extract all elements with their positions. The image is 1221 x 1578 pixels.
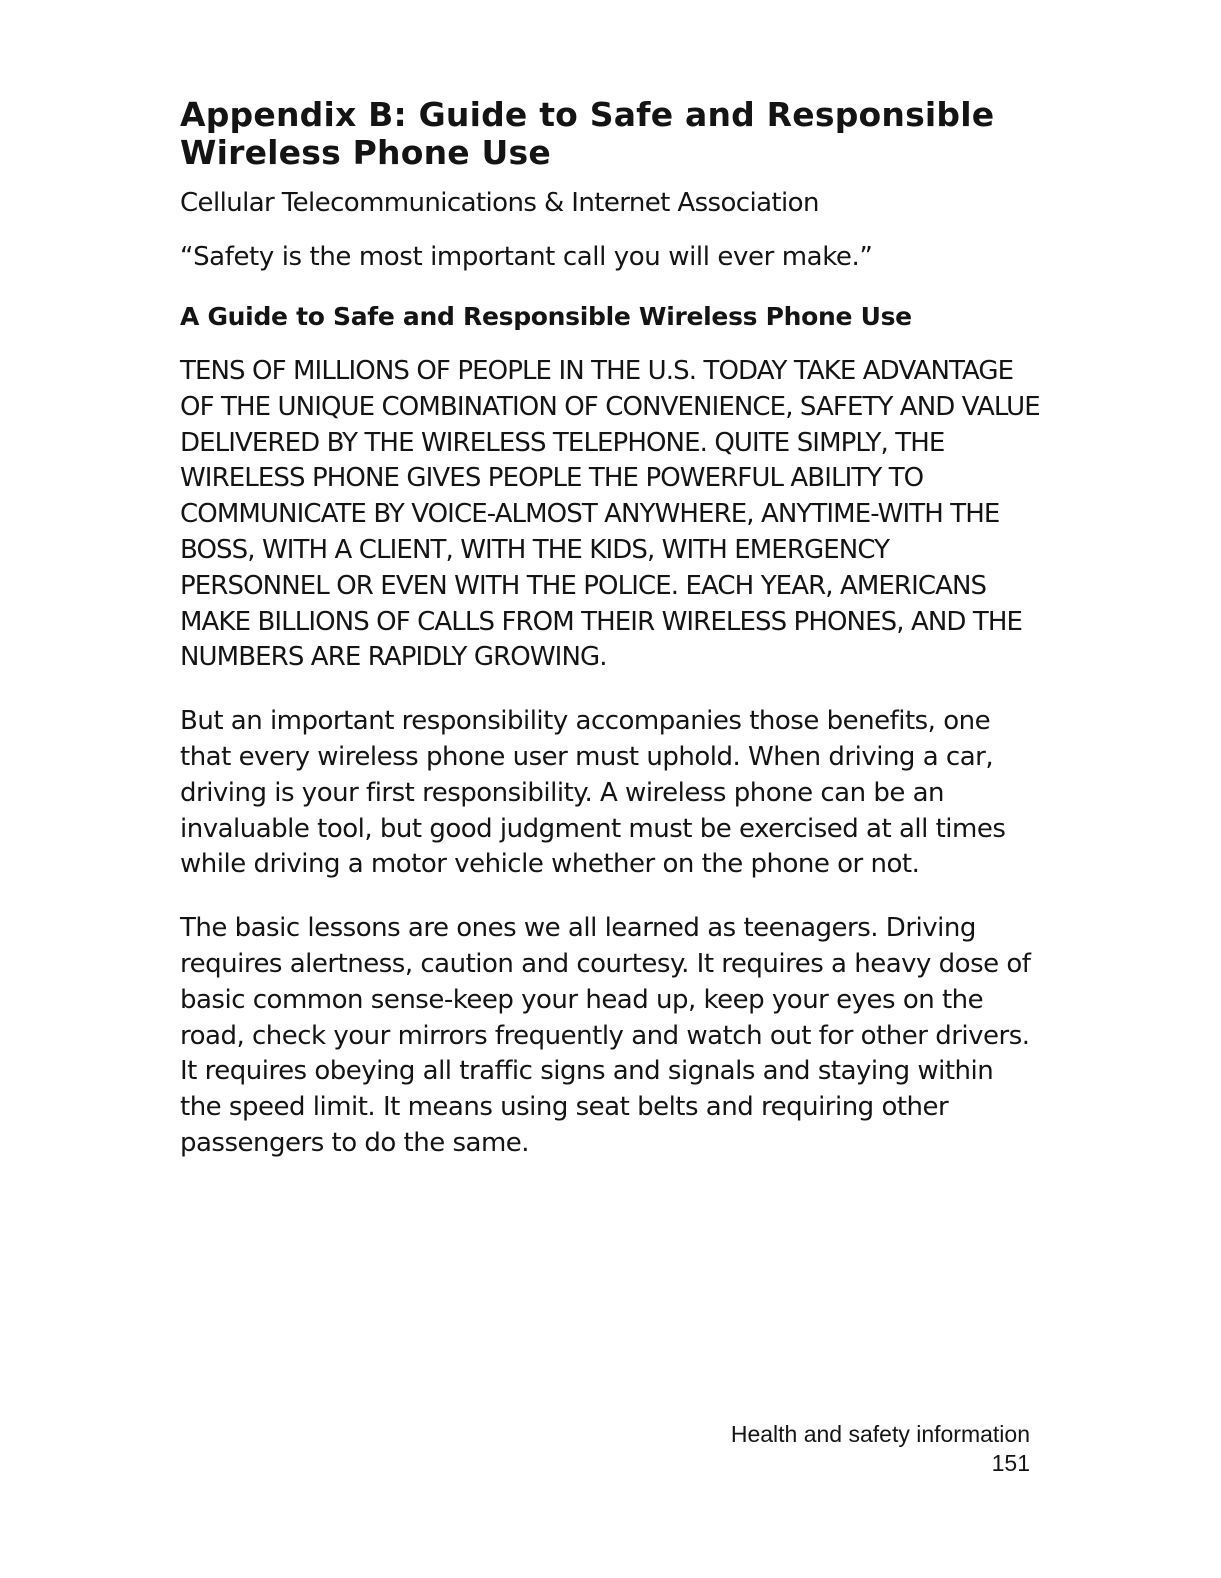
page-title: Appendix B: Guide to Safe and Responsible Wireless Phone Use <box>180 95 995 172</box>
paragraph-basic-lessons: The basic lessons are ones we all learned as teenagers. Driving requires alertness, caution and courtesy. It requires a heavy dose of basic common sense-keep your head up, keep your eyes on the road, check your mirrors frequently and watch out for other drivers. It requires obeying all traffic signs and signals and staying within the speed limit. It means using seat belts and requiring other passengers to do the same. <box>180 913 1031 1158</box>
page-content <box>180 96 1040 1162</box>
footer-section-label: Health and safety information <box>730 1421 1030 1447</box>
paragraph-intro: TENS OF MILLIONS OF PEOPLE IN THE U.S. TODAY TAKE ADVANTAGE OF THE UNIQUE COMBINATION OF CONVENIENCE, SAFETY AND VALUE DELIVERED BY THE WIRELESS TELEPHONE. QUITE SIMPLY, THE WIRELESS PHONE GIVES PEOPLE THE POWERFUL ABILITY TO COMMUNICATE BY VOICE-ALMOST ANYWHERE, ANYTIME-WITH THE BOSS, WITH A CLIENT, WITH THE KIDS, WITH EMERGENCY PERSONNEL OR EVEN WITH THE POLICE. EACH YEAR, AMERICANS MAKE BILLIONS OF CALLS FROM THEIR WIRELESS PHONES, AND THE NUMBERS ARE RAPIDLY GROWING. <box>180 356 1040 673</box>
organization-name: Cellular Telecommunications & Internet Association <box>180 188 819 218</box>
paragraph-responsibility: But an important responsibility accompanies those benefits, one that every wireless phone user must uphold. When driving a car, driving is your first responsibility. A wireless phone can be an invaluable tool, but good judgment must be exercised at all times while driving a motor vehicle whether on the phone or not. <box>180 706 1006 880</box>
page-number: 151 <box>991 1450 1030 1476</box>
section-subtitle: A Guide to Safe and Responsible Wireless Phone Use <box>180 302 912 331</box>
tagline-quote: “Safety is the most important call you will ever make.” <box>180 242 873 272</box>
page-footer <box>731 1420 1030 1478</box>
